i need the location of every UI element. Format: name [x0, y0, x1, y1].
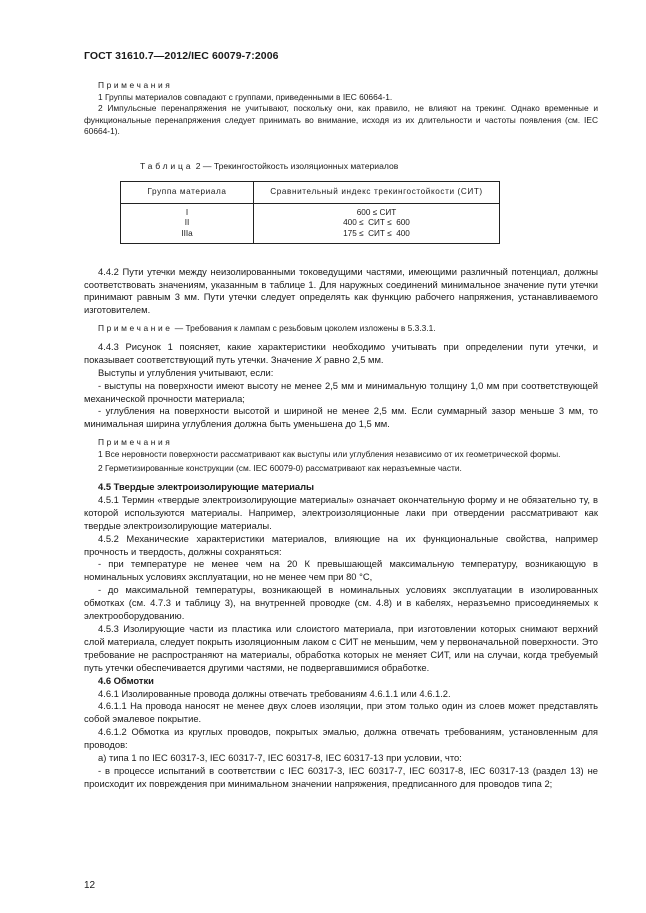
note-item: 1 Группы материалов совпадают с группами, приведенными в IEC 60664-1.: [98, 91, 393, 102]
table-cell: II: [184, 218, 190, 228]
table-cell: 600 ≤ СИТ: [356, 207, 397, 217]
table-cell: 400 ≤ СИТ ≤ 600: [343, 218, 410, 228]
paragraph: - при температуре не менее чем на 20 К превышающей максимальную температуру, возникающую в номинальных условиях эксплуатации, но не менее чем при 80 °С,: [84, 558, 598, 583]
cti-cells: [254, 203, 500, 243]
paragraph: а) типа 1 по IEC 60317-3, IEC 60317-7, IEC 60317-8, IEC 60317-13 при условии, что:: [98, 752, 462, 764]
text-fragment: 4.4.3 Рисунок 1 поясняет, какие характеристики необходимо учитывать при определении пути утечки, и показывает соответствующий путь утечки. Значение: [84, 340, 598, 365]
paragraph-4-4-3: [84, 341, 598, 367]
document-header: ГОСТ 31610.7—2012/IEC 60079-7:2006: [84, 50, 279, 62]
note-item: 2 Герметизированные конструкции (см. IEC 60079-0) рассматривают как неразъемные части.: [98, 463, 462, 474]
header-material-group: Группа материала: [121, 181, 254, 203]
variable-x: X: [315, 353, 322, 365]
note-item: 2 Импульсные перенапряжения не учитывают, поскольку они, как правило, не влияют на трекинг. Однако временные и функциональные перенапряжения следует принимать во внимание, исходя из их длительности и частоты появления (см. IEC 60664-1).: [84, 103, 598, 137]
paragraph: - до максимальной температуры, возникающей в номинальных условиях эксплуатации в изолированных обмотках (см. 4.7.3 и таблицу 3), на внутренней проводке (см. 4.8) и в кабелях, неразъемно присоединяемых к электрооборудованию.: [84, 584, 598, 622]
paragraph-4-4-2: 4.4.2 Пути утечки между неизолированными токоведущими частями, имеющими различный потенциал, должны соответствовать значениям, указанным в таблице 1. Для наружных соединений минимальное значение пути утечки принимают равным 3 мм. Пути утечки следует определять как функцию рабочего напряжения, устанавливаемого изготовителем.: [84, 265, 598, 316]
table-cell: IIIa: [181, 229, 193, 239]
paragraph-4-6-1: 4.6.1 Изолированные провода должны отвечать требованиям 4.6.1.1 или 4.6.1.2.: [98, 687, 451, 699]
paragraph: - выступы на поверхности имеют высоту не менее 2,5 мм и минимальную толщину 1,0 мм при соответствующей механической прочности материала;: [84, 379, 598, 404]
table-caption: [140, 160, 598, 173]
paragraph: Выступы и углубления учитывают, если:: [98, 366, 274, 378]
text-fragment: равно 2,5 мм.: [321, 353, 384, 365]
table-caption-label: Таблица: [140, 160, 194, 171]
notes-heading: Примечания: [98, 80, 173, 90]
paragraph: - в процессе испытаний в соответствии с IEC 60317-3, IEC 60317-7, IEC 60317-8, IEC 60317-13 (раздел 13) не происходит их повреждения при минимальном значении напряжения, предписанного для проводов типа 2;: [84, 764, 598, 789]
cti-table: [120, 181, 500, 244]
section-heading-4-5: 4.5 Твердые электроизолирующие материалы: [98, 481, 315, 492]
paragraph-4-5-3: 4.5.3 Изолирующие части из пластика или слоистого материала, при изготовлении которых снимают верхний слой материала, следует покрыть изоляционным лаком с СИТ не меньшим, чем у первоначальной поверхности. Это требование не распространяют на материалы, обработка которых не меняет СИТ, или на случаи, когда требуемый путь утечки обеспечивается другими частями, не подвергавшимися обработке.: [84, 622, 598, 673]
page-number: 12: [84, 880, 96, 891]
note-item: 1 Все неровности поверхности рассматривают как выступы или углубления независимо от их геометрической формы.: [98, 448, 561, 459]
paragraph: - углубления на поверхности высотой и шириной не менее 2,5 мм. Если суммарный зазор меньше 3 мм, то минимальная ширина углубления должна быть уменьшена до 1,5 мм.: [84, 405, 598, 430]
paragraph-4-6-1-2: 4.6.1.2 Обмотка из круглых проводов, покрытых эмалью, должна отвечать требованиям, установленным для проводов:: [84, 726, 598, 751]
note-4-4-2: [84, 323, 598, 335]
document-body: [84, 80, 598, 791]
header-cti: Сравнительный индекс трекингостойкости (СИТ): [254, 181, 500, 203]
paragraph-4-5-1: 4.5.1 Термин «твердые электроизолирующие материалы» означает окончательную форму и не обязательно ту, в которой используются материалы. Например, электроизоляционные лаки при отвердении рассматривают как твердые электроизолирующие материалы.: [84, 493, 598, 531]
table-cell: I: [185, 207, 189, 217]
paragraph-4-5-2: 4.5.2 Механические характеристики материалов, влияющие на их функциональные свойства, например прочность и твердость, должны сохраняться:: [84, 532, 598, 557]
note-label: Примечание: [98, 323, 173, 334]
notes-heading: Примечания: [98, 437, 173, 448]
table-cell: 175 ≤ СИТ ≤ 400: [343, 229, 410, 239]
note-text: — Требования к лампам с резьбовым цоколем изложены в 5.3.3.1.: [172, 323, 436, 334]
table-data-row: [121, 203, 500, 243]
paragraph-4-6-1-1: 4.6.1.1 На провода наносят не менее двух слоев изоляции, при этом только один из слоев может представлять собой эмалевое покрытие.: [84, 700, 598, 725]
table-header-row: [121, 181, 500, 203]
table-caption-text: 2 — Трекингостойкость изоляционных материалов: [195, 160, 399, 171]
material-group-cells: [121, 203, 254, 243]
section-heading-4-6: 4.6 Обмотки: [98, 674, 154, 686]
